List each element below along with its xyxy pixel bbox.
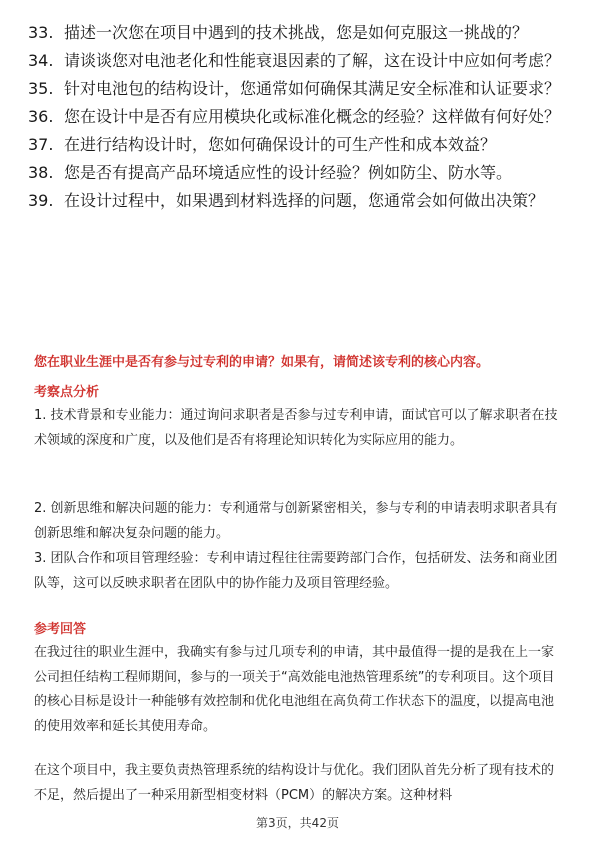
question-number: 35.	[28, 79, 54, 98]
page-footer: 第3页，共42页	[256, 816, 339, 830]
list-item	[28, 162, 568, 184]
question-number: 34.	[28, 51, 54, 70]
question-text: 在设计过程中，如果遇到材料选择的问题，您通常会如何做出决策？	[64, 191, 545, 210]
question-text: 您是否有提高产品环境适应性的设计经验？例如防尘、防水等。	[64, 163, 513, 182]
list-item	[28, 134, 568, 156]
question-number: 36.	[28, 107, 54, 126]
question-number: 37.	[28, 135, 54, 154]
question-text: 针对电池包的结构设计，您通常如何确保其满足安全标准和认证要求？	[64, 79, 561, 98]
question-list	[28, 22, 568, 218]
question-number: 33.	[28, 23, 54, 42]
analysis-point: 1. 技术背景和专业能力：通过询问求职者是否参与过专利申请，面试官可以了解求职者在技术领域的深度和广度，以及他们是否有将理论知识转化为实际应用的能力。	[34, 408, 558, 448]
list-item	[28, 190, 568, 212]
question-number: 38.	[28, 163, 54, 182]
answer-title: 参考回答	[34, 622, 87, 637]
analysis-title: 考察点分析	[34, 385, 100, 400]
list-item	[28, 106, 568, 128]
list-item	[28, 22, 568, 44]
answer-paragraph: 在这个项目中，我主要负责热管理系统的结构设计与优化。我们团队首先分析了现有技术的不足，然后提出了一种采用新型相变材料（PCM）的解决方案。这种材料	[34, 763, 555, 803]
question-text: 在进行结构设计时，您如何确保设计的可生产性和成本效益？	[64, 135, 497, 154]
question-number: 39.	[28, 191, 54, 210]
analysis-point: 2. 创新思维和解决问题的能力：专利通常与创新紧密相关，参与专利的申请表明求职者具有创新思维和解决复杂问题的能力。	[34, 501, 558, 541]
analysis-point: 3. 团队合作和项目管理经验：专利申请过程往往需要跨部门合作，包括研发、法务和商业团队等，这可以反映求职者在团队中的协作能力及项目管理经验。	[34, 551, 558, 591]
question-text: 您在设计中是否有应用模块化或标准化概念的经验？这样做有何好处？	[64, 107, 561, 126]
list-item	[28, 50, 568, 72]
question-text: 描述一次您在项目中遇到的技术挑战，您是如何克服这一挑战的？	[64, 23, 529, 42]
highlight-question: 您在职业生涯中是否有参与过专利的申请？如果有，请简述该专利的核心内容。	[34, 355, 490, 370]
list-item	[28, 78, 568, 100]
answer-paragraph: 在我过往的职业生涯中，我确实有参与过几项专利的申请，其中最值得一提的是我在上一家公司担任结构工程师期间，参与的一项关于“高效能电池热管理系统”的专利项目。这个项目的核心目标是设计一种能够有效控制和优化电池组在高负荷工作状态下的温度，以提高电池的使用效率和延长其使用寿命。	[34, 645, 555, 734]
question-text: 请谈谈您对电池老化和性能衰退因素的了解，这在设计中应如何考虑？	[64, 51, 561, 70]
